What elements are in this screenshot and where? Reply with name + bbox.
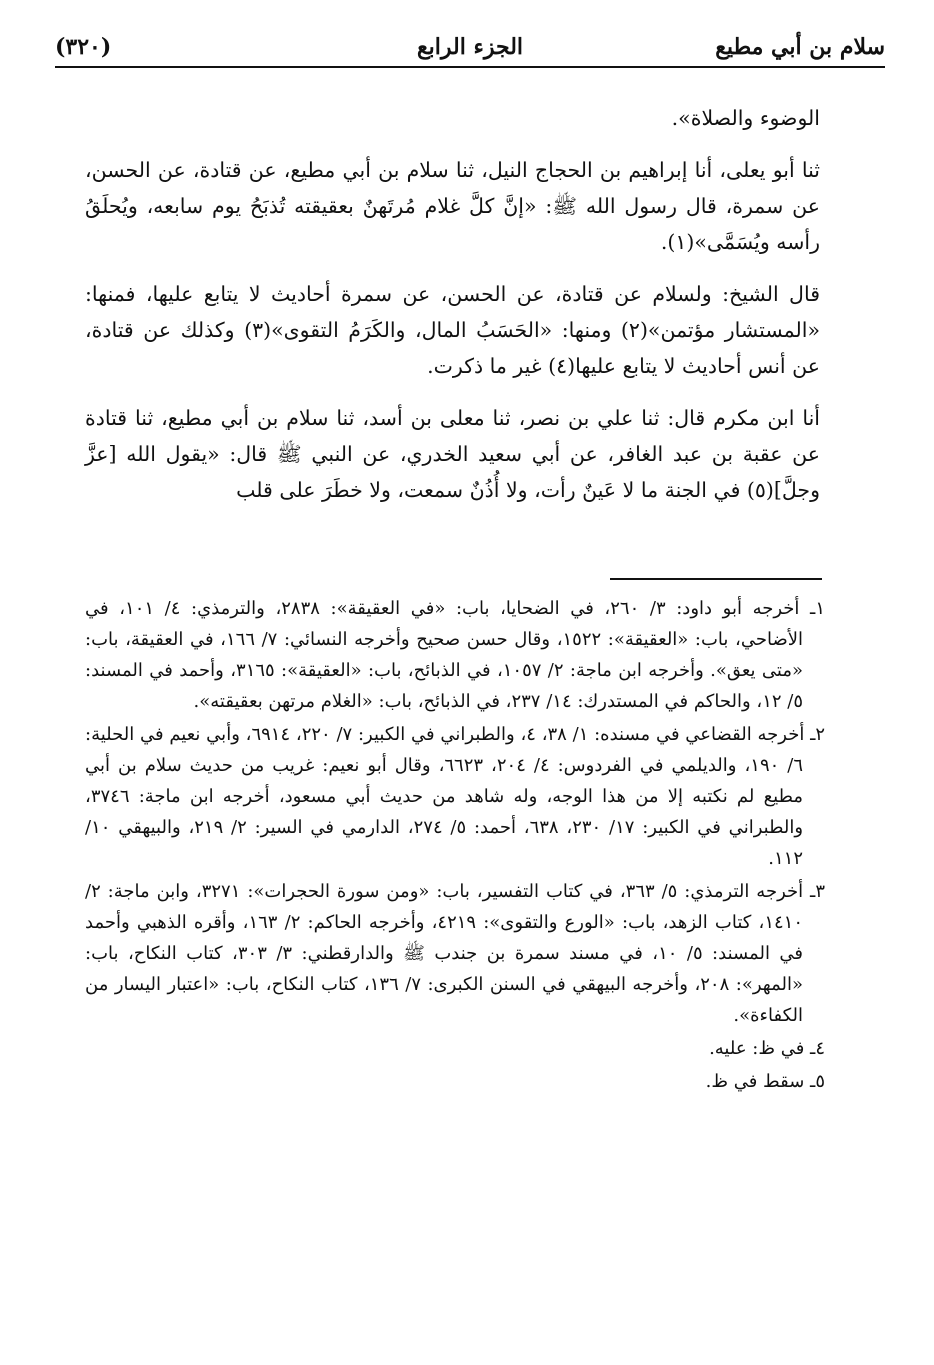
- footnote-1: ١ـ أخرجه أبو داود: ٣/ ٢٦٠، في الضحايا، باب: «في العقيقة»: ٢٨٣٨، والترمذي: ٤/ ١٠١، في الأضاحي، باب: «العقيقة»: ١٥٢٢، وقال حسن صحيح وأخرجه النسائي: ٧/ ١٦٦، في العقيقة، باب: «متى يعق». وأخرجه ابن ماجة: ٢/ ١٠٥٧، في الذبائح، باب: «العقيقة»: ٣١٦٥، وأحمد في المسند: ٥/ ١٢، والحاكم في المستدرك: ١٤/ ٢٣٧، في الذبائح، باب: «الغلام مرتهن بعقيقته».: [85, 598, 825, 712]
- footnote-5: ٥ـ سقط في ظ.: [705, 1071, 825, 1092]
- chapter-name: سلام بن أبي مطيع: [715, 34, 885, 60]
- paragraph: الوضوء والصلاة».: [671, 106, 820, 130]
- running-header: [55, 30, 885, 70]
- footnote-4: ٤ـ في ظ: عليه.: [709, 1038, 825, 1059]
- header-rule: [55, 66, 885, 68]
- page-number: (٣٢٠): [55, 34, 112, 60]
- paragraph: ثنا أبو يعلى، أنا إبراهيم بن الحجاج النيل، ثنا سلام بن أبي مطيع، عن قتادة، عن الحسن، عن سمرة، قال رسول الله ﷺ: «إنَّ كلَّ غلام مُرتَهنٌ بعقيقته تُذبَحُ يوم سابعه، ويُحلَقُ رأسه ويُسَمَّى»(١).: [85, 158, 820, 254]
- paragraph: أنا ابن مكرم قال: ثنا علي بن نصر، ثنا معلى بن أسد، ثنا سلام بن أبي مطيع، ثنا قتادة عن عقبة بن عبد الغافر، عن أبي سعيد الخدري، عن النبي ﷺ قال: «يقول الله [عزَّ وجلَّ](٥) في الجنة ما لا عَينٌ رأت، ولا أُذُنٌ سمعت، ولا خطَرَ على قلب: [85, 406, 820, 502]
- footnote-separator: [610, 578, 822, 580]
- part-title: الجزء الرابع: [416, 34, 524, 60]
- main-text: [85, 100, 820, 524]
- paragraph: قال الشيخ: ولسلام عن قتادة، عن الحسن، عن سمرة أحاديث لا يتابع عليها، فمنها: «المستشار مؤتمن»(٢) ومنها: «الحَسَبُ المال، والكَرَمُ التقوى»(٣) وكذلك عن قتادة، عن أنس أحاديث لا يتابع عليها(٤) غير ما ذكرت.: [85, 282, 820, 378]
- footnotes: [85, 593, 825, 1099]
- footnote-2: ٢ـ أخرجه القضاعي في مسنده: ١/ ٣٨، ٤، والطبراني في الكبير: ٧/ ٢٢٠، ٦٩١٤، وأبي نعيم في الحلية: ٦/ ١٩٠، والديلمي في الفردوس: ٤/ ٢٠٤، ٦٦٢٣، وقال أبو نعيم: غريب من حديث سلام بن أبي مطيع لم نكتبه إلا من هذا الوجه، وله شاهد من حديث أبي مسعود، أخرجه ابن ماجة: ٣٧٤٦، والطبراني في الكبير: ١٧/ ٢٣٠، ٦٣٨، أحمد: ٥/ ٢٧٤، الدارمي في السير: ٢/ ٢١٩، والبيهقي ١٠/ ١١٢.: [85, 724, 826, 869]
- footnote-3: ٣ـ أخرجه الترمذي: ٥/ ٣٦٣، في كتاب التفسير، باب: «ومن سورة الحجرات»: ٣٢٧١، وابن ماجة: ٢/ ١٤١٠، كتاب الزهد، باب: «الورع والتقوى»: ٤٢١٩، وأخرجه الحاكم: ٢/ ١٦٣، وأقره الذهبي وأحمد في المسند: ٥/ ١٠، في مسند سمرة بن جندب ﷺ والدارقطني: ٣/ ٣٠٣، كتاب النكاح، باب: «المهر»: ٢٠٨، وأخرجه البيهقي في السنن الكبرى: ٧/ ١٣٦، كتاب النكاح، باب: «اعتبار اليسار من الكفاءة».: [85, 881, 825, 1026]
